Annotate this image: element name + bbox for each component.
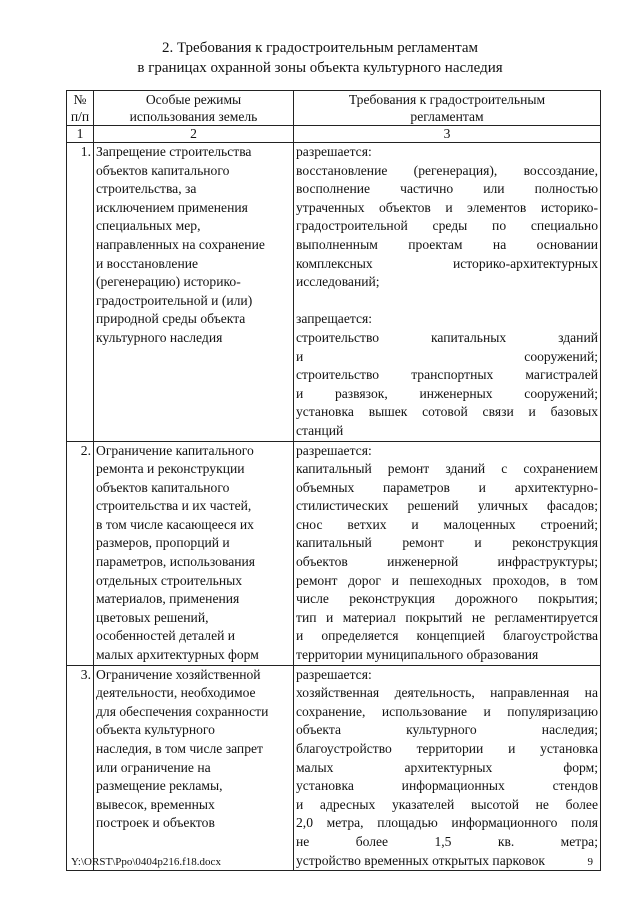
regime-line: Запрещение строительства [96,144,252,159]
requirement-line: установка информационных стендов [296,778,598,794]
requirement-line: комплексных историко-архитектурных [296,255,598,271]
column-number: 1 [67,126,94,143]
requirement-line: установка вышек сотовой связи и базовых [296,404,598,420]
requirement-line: снос ветхих и малоценных строений; [296,516,598,532]
requirement-line: строительство капитальных зданий [296,329,598,345]
section-heading [0,38,640,78]
requirement-line: разрешается: [296,442,372,458]
regime-line: природной среды объекта [96,311,246,327]
page-number: 9 [587,856,593,868]
regime-line: отдельных строительных [96,572,243,588]
regime-line: специальных мер, [96,218,201,234]
requirement-line: 2,0 метра, площадью информационного поля [296,815,598,831]
requirement-line: тип и материал покрытий не регламентируется [296,609,598,625]
requirement-line: разрешается: [296,666,372,682]
regime-line: объекта культурного [96,722,215,738]
regime-line: размеров, пропорций и [96,535,230,551]
requirement-line: запрещается: [296,311,373,327]
requirement-line: ремонт дорог и пешеходных проходов, в том [296,572,598,588]
requirements-cell [294,441,601,665]
requirement-line: не более 1,5 кв. метра; [296,833,598,849]
requirement-line: территории муниципального образования [296,647,539,663]
requirement-line: стилистических решений уличных фасадов; [296,498,598,514]
requirements-cell [294,665,601,871]
header-regimes: Особые режимы использования земель [94,91,294,126]
regime-line: градостроительной и (или) [96,292,253,308]
requirement-line: хозяйственная деятельность, направленная на [296,685,598,701]
requirement-line: объемных параметров и архитектурно- [296,479,598,495]
regime-line: объектов капитального [96,479,230,495]
requirement-line: и сооружений; [296,348,598,364]
requirement-line: и адресных указателей высотой не более [296,796,598,812]
requirement-line: числе реконструкция дорожного покрытия; [296,591,598,607]
requirement-line: объектов инженерной инфраструктуры; [296,554,598,570]
requirement-line: выполненным проектам на основании [296,236,598,252]
requirement-line: станций [296,422,344,438]
header-requirements: Требования к градостроительным регламентам [294,91,601,126]
heading-line-1: 2. Требования к градостроительным регламентам [161,40,479,56]
requirement-line: благоустройство территории и установка [296,741,598,756]
regime-line: или ограничение на [96,759,211,775]
regime-line: исключением применения [96,199,248,215]
regime-line: строительства, за [96,181,197,197]
requirements-cell [294,143,601,442]
regime-line: особенностей деталей и [96,628,236,644]
blank-line [296,292,598,311]
regime-line: в том числе касающееся их [96,516,254,532]
regime-line: построек и объектов [96,815,215,831]
column-number: 3 [294,126,601,143]
requirement-line: разрешается: [296,144,372,159]
regime-line: направленных на сохранение [96,236,265,252]
row-number: 1. [67,143,94,442]
column-number: 2 [94,126,294,143]
regime-line: ремонта и реконструкции [96,461,245,477]
regime-cell [94,143,294,442]
regime-line: культурного наследия [96,329,223,345]
requirement-line: исследований; [296,274,380,290]
requirement-line: градостроительной среды по специально [296,218,598,234]
regime-cell [94,441,294,665]
header-number: № п/п [67,91,94,126]
requirement-line: и определяется концепцией благоустройства [296,628,598,644]
column-numbers-row [67,126,601,143]
requirement-line: объекта культурного наследия; [296,722,598,738]
requirement-line: устройство временных открытых парковок [296,852,545,868]
regime-line: Ограничение хозяйственной [96,666,261,682]
regime-line: вывесок, временных [96,796,215,812]
requirement-line: утраченных объектов и элементов историко- [296,199,598,215]
requirement-line: капитальный ремонт зданий с сохранением [296,461,598,477]
row-number: 3. [67,665,94,871]
regime-line: объектов капитального [96,162,230,178]
regime-line: наследия, в том числе запрет [96,741,263,756]
regulations-table [66,90,601,871]
regime-line: для обеспечения сохранности [96,703,269,719]
requirement-line: капитальный ремонт и реконструкция [296,535,598,551]
requirement-line: восполнение частично или полностью [296,181,598,197]
table-header-row [67,91,601,126]
regime-cell [94,665,294,871]
regime-line: цветовых решений, [96,609,209,625]
row-number: 2. [67,441,94,665]
regime-line: материалов, применения [96,591,240,607]
regime-line: Ограничение капитального [96,442,254,458]
regime-line: и восстановление [96,255,199,271]
requirement-line: строительство транспортных магистралей [296,367,598,383]
heading-line-2: в границах охранной зоны объекта культурного наследия [137,60,503,76]
table-row [67,665,601,871]
file-path: Y:\ORST\Ppo\0404p216.f18.docx [71,856,221,868]
regime-line: деятельности, необходимое [96,685,256,701]
table-row [67,143,601,442]
regime-line: (регенерацию) историко- [96,274,241,290]
requirement-line: малых архитектурных форм; [296,759,598,775]
regime-line: размещение рекламы, [96,778,223,794]
regime-line: строительства и их частей, [96,498,252,514]
regime-line: малых архитектурных форм [96,647,259,663]
page-footer [71,855,593,869]
table-row [67,441,601,665]
requirement-line: сохранение, использование и популяризацию [296,703,598,719]
requirement-line: восстановление (регенерация), воссоздание, [296,162,598,178]
regime-line: параметров, использования [96,554,256,570]
requirement-line: и развязок, инженерных сооружений; [296,385,598,401]
